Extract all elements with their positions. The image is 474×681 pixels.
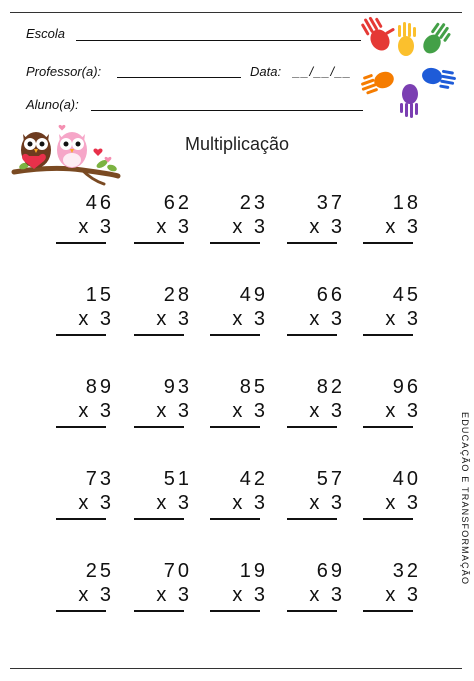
multiplication-problem: [210, 376, 280, 432]
page-title: Multiplicação: [184, 134, 290, 154]
answer-line[interactable]: [56, 242, 106, 244]
multiplication-problem: [363, 192, 433, 248]
multiplier: x 3: [385, 400, 421, 422]
multiplication-problem: [56, 560, 126, 616]
multiplicand: 51: [163, 468, 192, 490]
bottom-border-line: [10, 668, 462, 669]
multiplier: x 3: [156, 400, 192, 422]
multiplier: x 3: [309, 216, 345, 238]
multiplication-problem: [287, 468, 357, 524]
multiplicand: 46: [85, 192, 114, 214]
multiplication-problem: [134, 284, 204, 340]
multiplication-problem: [210, 560, 280, 616]
answer-line[interactable]: [363, 518, 413, 520]
multiplicand: 15: [85, 284, 114, 306]
multiplier: x 3: [78, 492, 114, 514]
answer-line[interactable]: [134, 426, 184, 428]
multiplication-problem: [56, 376, 126, 432]
purple-handprint-icon: [400, 84, 418, 118]
date-field[interactable]: __/__/__: [293, 64, 352, 79]
multiplication-problem: [363, 468, 433, 524]
multiplication-problem: [287, 192, 357, 248]
answer-line[interactable]: [287, 518, 337, 520]
multiplication-problem: [210, 468, 280, 524]
multiplication-problem: [363, 284, 433, 340]
multiplicand: 57: [316, 468, 345, 490]
multiplicand: 45: [392, 284, 421, 306]
multiplicand: 66: [316, 284, 345, 306]
student-label: Aluno(a):: [26, 97, 79, 112]
multiplication-problem: [134, 376, 204, 432]
multiplier: x 3: [309, 584, 345, 606]
multiplication-problem: [56, 468, 126, 524]
multiplication-problem: [287, 560, 357, 616]
student-field[interactable]: [91, 110, 363, 111]
multiplier: x 3: [78, 400, 114, 422]
multiplicand: 62: [163, 192, 192, 214]
multiplier: x 3: [232, 492, 268, 514]
multiplier: x 3: [309, 400, 345, 422]
side-vertical-text: EDUCAÇÃO E TRANSFORMAÇÃO: [460, 412, 470, 586]
answer-line[interactable]: [287, 610, 337, 612]
multiplier: x 3: [78, 584, 114, 606]
multiplicand: 49: [239, 284, 268, 306]
multiplicand: 42: [239, 468, 268, 490]
multiplicand: 85: [239, 376, 268, 398]
multiplication-problem: [56, 284, 126, 340]
multiplication-problem: [363, 560, 433, 616]
multiplication-problem: [287, 376, 357, 432]
multiplication-problem: [56, 192, 126, 248]
multiplier: x 3: [232, 216, 268, 238]
multiplicand: 18: [392, 192, 421, 214]
answer-line[interactable]: [363, 242, 413, 244]
answer-line[interactable]: [56, 426, 106, 428]
multiplicand: 40: [392, 468, 421, 490]
multiplicand: 32: [392, 560, 421, 582]
orange-handprint-icon: [358, 67, 396, 96]
multiplier: x 3: [232, 400, 268, 422]
multiplier: x 3: [385, 584, 421, 606]
multiplier: x 3: [156, 584, 192, 606]
multiplier: x 3: [385, 216, 421, 238]
branch-icon: [14, 168, 118, 176]
answer-line[interactable]: [363, 610, 413, 612]
answer-line[interactable]: [363, 334, 413, 336]
multiplier: x 3: [309, 308, 345, 330]
multiplicand: 96: [392, 376, 421, 398]
multiplicand: 25: [85, 560, 114, 582]
answer-line[interactable]: [287, 242, 337, 244]
multiplier: x 3: [309, 492, 345, 514]
multiplier: x 3: [385, 492, 421, 514]
green-handprint-icon: [420, 20, 454, 58]
multiplicand: 19: [239, 560, 268, 582]
answer-line[interactable]: [210, 426, 260, 428]
multiplier: x 3: [156, 308, 192, 330]
multiplicand: 73: [85, 468, 114, 490]
multiplication-problem: [210, 284, 280, 340]
answer-line[interactable]: [56, 518, 106, 520]
multiplicand: 82: [316, 376, 345, 398]
multiplier: x 3: [232, 308, 268, 330]
multiplication-problem: [134, 560, 204, 616]
multiplier: x 3: [156, 216, 192, 238]
answer-line[interactable]: [363, 426, 413, 428]
answer-line[interactable]: [134, 242, 184, 244]
answer-line[interactable]: [287, 426, 337, 428]
multiplication-problem: [210, 192, 280, 248]
handprints-illustration: [366, 24, 448, 114]
answer-line[interactable]: [210, 518, 260, 520]
multiplicand: 89: [85, 376, 114, 398]
answer-line[interactable]: [134, 518, 184, 520]
date-label: Data:: [250, 64, 282, 79]
multiplicand: 23: [239, 192, 268, 214]
answer-line[interactable]: [134, 334, 184, 336]
red-handprint-icon: [359, 8, 401, 54]
answer-line[interactable]: [287, 334, 337, 336]
multiplicand: 37: [316, 192, 345, 214]
multiplier: x 3: [78, 216, 114, 238]
answer-line[interactable]: [210, 610, 260, 612]
multiplier: x 3: [385, 308, 421, 330]
answer-line[interactable]: [210, 242, 260, 244]
multiplication-problem: [134, 468, 204, 524]
owls-on-branch-illustration: [12, 120, 122, 190]
top-border-line: [10, 12, 462, 13]
multiplicand: 28: [163, 284, 192, 306]
multiplier: x 3: [78, 308, 114, 330]
yellow-handprint-icon: [398, 22, 416, 56]
answer-line[interactable]: [210, 334, 260, 336]
multiplicand: 93: [163, 376, 192, 398]
answer-line[interactable]: [56, 334, 106, 336]
multiplication-problem: [287, 284, 357, 340]
school-label: Escola: [26, 26, 66, 41]
multiplication-problem: [134, 192, 204, 248]
school-field[interactable]: [76, 40, 361, 41]
multiplier: x 3: [156, 492, 192, 514]
multiplier: x 3: [232, 584, 268, 606]
answer-line[interactable]: [56, 610, 106, 612]
multiplication-problem: [363, 376, 433, 432]
blue-handprint-icon: [420, 66, 457, 90]
answer-line[interactable]: [134, 610, 184, 612]
multiplicand: 69: [316, 560, 345, 582]
multiplicand: 70: [163, 560, 192, 582]
teacher-field[interactable]: [117, 77, 241, 78]
teacher-label: Professor(a):: [26, 64, 102, 79]
